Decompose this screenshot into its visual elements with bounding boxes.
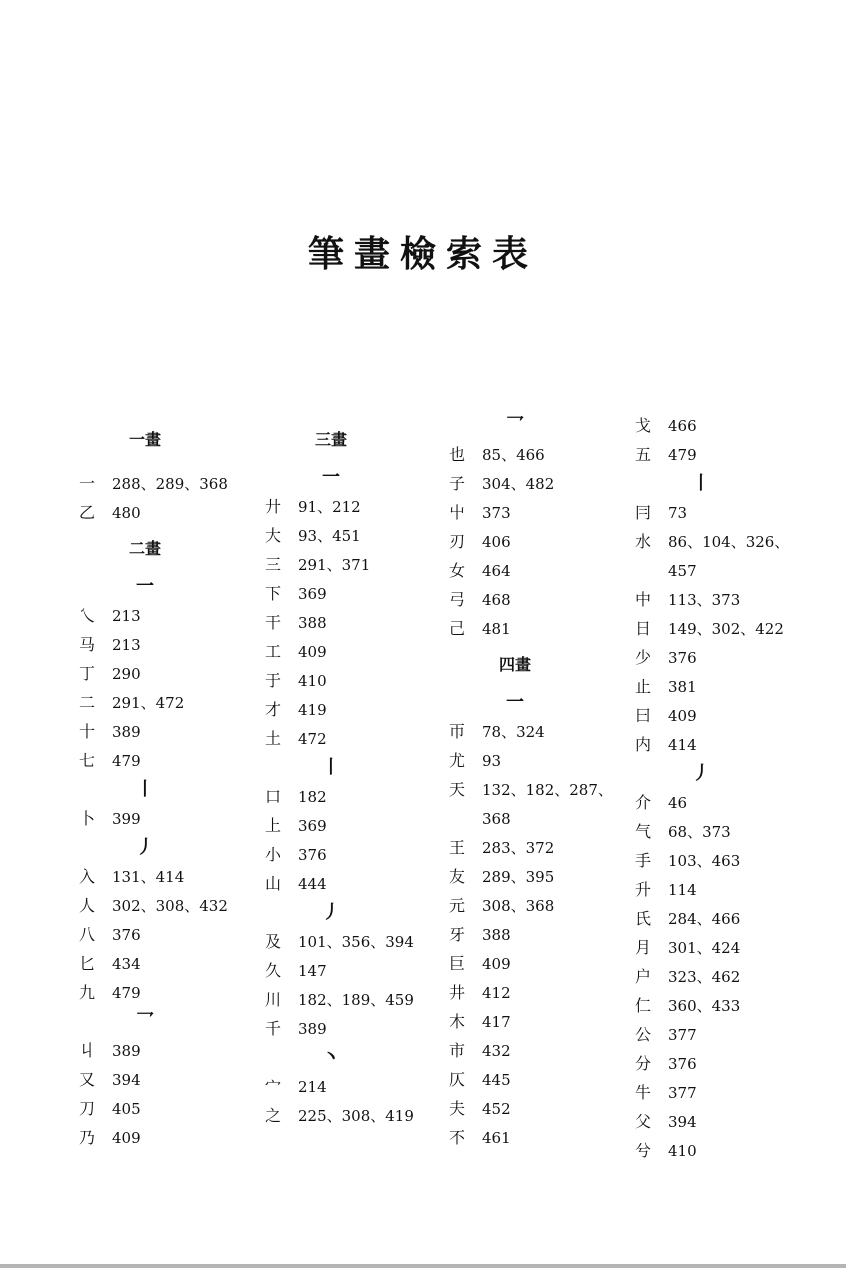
entry-page-numbers: 376: [112, 926, 141, 944]
entry-character: 冃: [634, 503, 651, 522]
entry-character: 女: [448, 561, 465, 580]
entry-page-numbers: 480: [112, 504, 141, 522]
entry-page-numbers: 131、414: [112, 868, 185, 886]
entry-page-numbers: 409: [112, 1129, 141, 1147]
stroke-type-heading: 丨: [322, 757, 340, 778]
entry-page-numbers: 368: [482, 810, 511, 828]
entry-character: 才: [264, 700, 281, 719]
entry-page-numbers: 373: [482, 504, 511, 522]
entry-character: 兮: [634, 1141, 651, 1160]
stroke-count-heading: 三畫: [314, 430, 347, 449]
entry-page-numbers: 468: [482, 591, 511, 609]
stroke-type-heading: 一: [506, 692, 524, 713]
entry-page-numbers: 461: [482, 1129, 511, 1147]
entry-character: 元: [448, 896, 465, 915]
entry-page-numbers: 376: [668, 1055, 697, 1073]
entry-character: 八: [78, 925, 95, 944]
entry-page-numbers: 481: [482, 620, 511, 638]
entry-page-numbers: 213: [112, 607, 141, 625]
entry-character: 小: [264, 845, 281, 864]
stroke-type-heading: 丿: [692, 763, 710, 784]
entry-page-numbers: 479: [112, 984, 141, 1002]
entry-page-numbers: 360、433: [668, 997, 741, 1015]
entry-character: 子: [448, 474, 465, 493]
entry-character: 友: [448, 867, 465, 886]
entry-character: 夫: [448, 1099, 465, 1118]
stroke-type-heading: 丶: [322, 1047, 340, 1068]
entry-page-numbers: 302、308、432: [112, 897, 228, 915]
entry-page-numbers: 405: [112, 1100, 141, 1118]
entry-character: 王: [448, 838, 465, 857]
entry-page-numbers: 412: [482, 984, 511, 1002]
entry-character: 廾: [264, 497, 281, 516]
entry-page-numbers: 472: [298, 730, 327, 748]
entry-character: 九: [78, 983, 95, 1002]
entry-character: 久: [264, 961, 281, 980]
entry-character: 七: [78, 751, 95, 770]
entry-page-numbers: 213: [112, 636, 141, 654]
entry-character: 土: [264, 729, 281, 748]
entry-page-numbers: 376: [298, 846, 327, 864]
entry-character: 大: [264, 526, 281, 545]
entry-character: 乙: [78, 503, 95, 522]
entry-page-numbers: 68、373: [668, 823, 731, 841]
stroke-type-heading: 一: [136, 576, 154, 597]
entry-character: 三: [264, 555, 281, 574]
entry-character: 尤: [448, 751, 465, 770]
entry-page-numbers: 85、466: [482, 446, 545, 464]
entry-character: 曰: [634, 706, 651, 725]
entry-page-numbers: 86、104、326、: [668, 533, 790, 551]
entry-character: 气: [634, 822, 651, 841]
entry-character: 十: [78, 722, 95, 741]
entry-page-numbers: 225、308、419: [298, 1107, 414, 1125]
entry-page-numbers: 101、356、394: [298, 933, 414, 951]
entry-character: 牛: [634, 1083, 651, 1102]
entry-page-numbers: 376: [668, 649, 697, 667]
entry-character: 乃: [78, 1128, 95, 1147]
entry-character: 日: [634, 619, 651, 638]
entry-page-numbers: 301、424: [668, 939, 741, 957]
entry-page-numbers: 149、302、422: [668, 620, 784, 638]
entry-page-numbers: 409: [668, 707, 697, 725]
entry-page-numbers: 444: [298, 875, 327, 893]
entry-page-numbers: 445: [482, 1071, 511, 1089]
entry-page-numbers: 414: [668, 736, 697, 754]
stroke-count-heading: 二畫: [128, 539, 161, 558]
stroke-type-heading: 丨: [136, 779, 154, 800]
entry-page-numbers: 410: [298, 672, 327, 690]
entry-character: 丁: [78, 664, 95, 683]
entry-character: 又: [78, 1070, 95, 1089]
entry-character: 千: [264, 1019, 281, 1038]
entry-character: 丩: [78, 1041, 95, 1060]
entry-page-numbers: 389: [112, 1042, 141, 1060]
entry-character: 月: [634, 938, 651, 957]
entry-page-numbers: 389: [112, 723, 141, 741]
entry-character: 仄: [448, 1070, 465, 1089]
entry-character: 井: [448, 983, 465, 1002]
entry-page-numbers: 457: [668, 562, 697, 580]
entry-character: 干: [264, 613, 281, 632]
entry-page-numbers: 46: [668, 794, 688, 812]
entry-page-numbers: 464: [482, 562, 511, 580]
entry-page-numbers: 78、324: [482, 723, 545, 741]
entry-page-numbers: 114: [668, 881, 697, 899]
entry-character: 内: [634, 735, 651, 754]
entry-page-numbers: 377: [668, 1084, 697, 1102]
entry-page-numbers: 289、395: [482, 868, 555, 886]
entry-character: 卜: [78, 809, 95, 828]
entry-page-numbers: 93: [482, 752, 502, 770]
entry-character: 之: [264, 1106, 281, 1125]
stroke-type-heading: 乛: [506, 415, 524, 436]
entry-character: 分: [634, 1054, 651, 1073]
entry-character: 马: [78, 635, 95, 654]
entry-page-numbers: 389: [298, 1020, 327, 1038]
entry-page-numbers: 308、368: [482, 897, 555, 915]
entry-page-numbers: 182: [298, 788, 327, 806]
entry-character: 巨: [448, 954, 465, 973]
entry-character: 上: [264, 816, 281, 835]
entry-page-numbers: 388: [482, 926, 511, 944]
stroke-type-heading: 一: [322, 467, 340, 488]
entry-page-numbers: 394: [668, 1113, 697, 1131]
entry-character: 二: [78, 693, 95, 712]
entry-page-numbers: 113、373: [668, 591, 741, 609]
entry-page-numbers: 434: [112, 955, 141, 973]
entry-page-numbers: 410: [668, 1142, 697, 1160]
entry-character: 山: [264, 874, 281, 893]
entry-character: 手: [634, 851, 651, 870]
entry-page-numbers: 377: [668, 1026, 697, 1044]
entry-character: 水: [634, 532, 651, 551]
entry-page-numbers: 182、189、459: [298, 991, 414, 1009]
entry-page-numbers: 394: [112, 1071, 141, 1089]
entry-page-numbers: 388: [298, 614, 327, 632]
entry-character: 屮: [448, 503, 465, 522]
entry-character: 牙: [448, 925, 465, 944]
entry-character: 父: [634, 1112, 651, 1131]
entry-page-numbers: 147: [298, 962, 327, 980]
entry-page-numbers: 369: [298, 585, 327, 603]
stroke-type-heading: 乛: [136, 1011, 154, 1032]
entry-page-numbers: 214: [298, 1078, 327, 1096]
entry-character: 入: [78, 867, 95, 886]
entry-page-numbers: 417: [482, 1013, 511, 1031]
entry-character: 弓: [448, 590, 465, 609]
entry-character: 刃: [448, 532, 465, 551]
entry-character: 止: [634, 677, 651, 696]
entry-character: 下: [264, 584, 281, 603]
entry-page-numbers: 73: [668, 504, 688, 522]
entry-page-numbers: 406: [482, 533, 511, 551]
entry-page-numbers: 93、451: [298, 527, 361, 545]
entry-page-numbers: 284、466: [668, 910, 741, 928]
entry-character: 戈: [634, 416, 651, 435]
entry-character: 也: [448, 445, 465, 464]
entry-page-numbers: 479: [668, 446, 697, 464]
entry-character: 介: [634, 793, 651, 812]
entry-page-numbers: 304、482: [482, 475, 555, 493]
entry-character: 于: [264, 671, 281, 690]
entry-character: 刀: [78, 1099, 95, 1118]
stroke-count-heading: 一畫: [128, 430, 161, 449]
entry-page-numbers: 291、371: [298, 556, 371, 574]
entry-character: 及: [264, 932, 281, 951]
stroke-count-heading: 四畫: [498, 655, 531, 674]
stroke-type-heading: 丿: [322, 902, 340, 923]
entry-character: 公: [634, 1025, 651, 1044]
page-title: 筆畫檢索表: [307, 233, 538, 275]
stroke-type-heading: 丿: [136, 837, 154, 858]
entry-character: 户: [634, 967, 651, 986]
entry-page-numbers: 409: [482, 955, 511, 973]
entry-page-numbers: 419: [298, 701, 327, 719]
entry-character: 天: [448, 780, 465, 799]
entry-page-numbers: 466: [668, 417, 697, 435]
entry-page-numbers: 323、462: [668, 968, 741, 986]
stroke-type-heading: 丨: [692, 473, 710, 494]
entry-page-numbers: 91、212: [298, 498, 361, 516]
entry-page-numbers: 432: [482, 1042, 511, 1060]
entry-character: 木: [448, 1012, 465, 1031]
entry-page-numbers: 291、472: [112, 694, 185, 712]
entry-character: 人: [78, 896, 95, 915]
entry-character: 不: [448, 1128, 465, 1147]
entry-character: 氏: [634, 909, 651, 928]
entry-character: 川: [264, 990, 281, 1009]
entry-character: 口: [264, 787, 281, 806]
entry-character: 升: [634, 880, 651, 899]
entry-character: 己: [448, 619, 465, 638]
entry-page-numbers: 409: [298, 643, 327, 661]
entry-page-numbers: 132、182、287、: [482, 781, 613, 799]
entry-page-numbers: 290: [112, 665, 141, 683]
entry-character: 帀: [448, 722, 465, 741]
entry-character: 五: [634, 445, 651, 464]
entry-character: 市: [448, 1041, 465, 1060]
entry-character: 乀: [78, 606, 95, 625]
entry-character: 工: [264, 642, 281, 661]
entry-page-numbers: 369: [298, 817, 327, 835]
entry-character: 一: [78, 474, 95, 493]
entry-page-numbers: 103、463: [668, 852, 741, 870]
page-bottom-rule: [0, 1264, 846, 1268]
entry-page-numbers: 288、289、368: [112, 475, 228, 493]
entry-page-numbers: 452: [482, 1100, 511, 1118]
entry-character: 仁: [634, 996, 651, 1015]
entry-character: 宀: [264, 1077, 281, 1096]
entry-page-numbers: 479: [112, 752, 141, 770]
entry-character: 少: [634, 648, 651, 667]
entry-page-numbers: 283、372: [482, 839, 555, 857]
entry-character: 匕: [78, 954, 95, 973]
entry-page-numbers: 399: [112, 810, 141, 828]
entry-page-numbers: 381: [668, 678, 697, 696]
entry-character: 中: [634, 590, 651, 609]
